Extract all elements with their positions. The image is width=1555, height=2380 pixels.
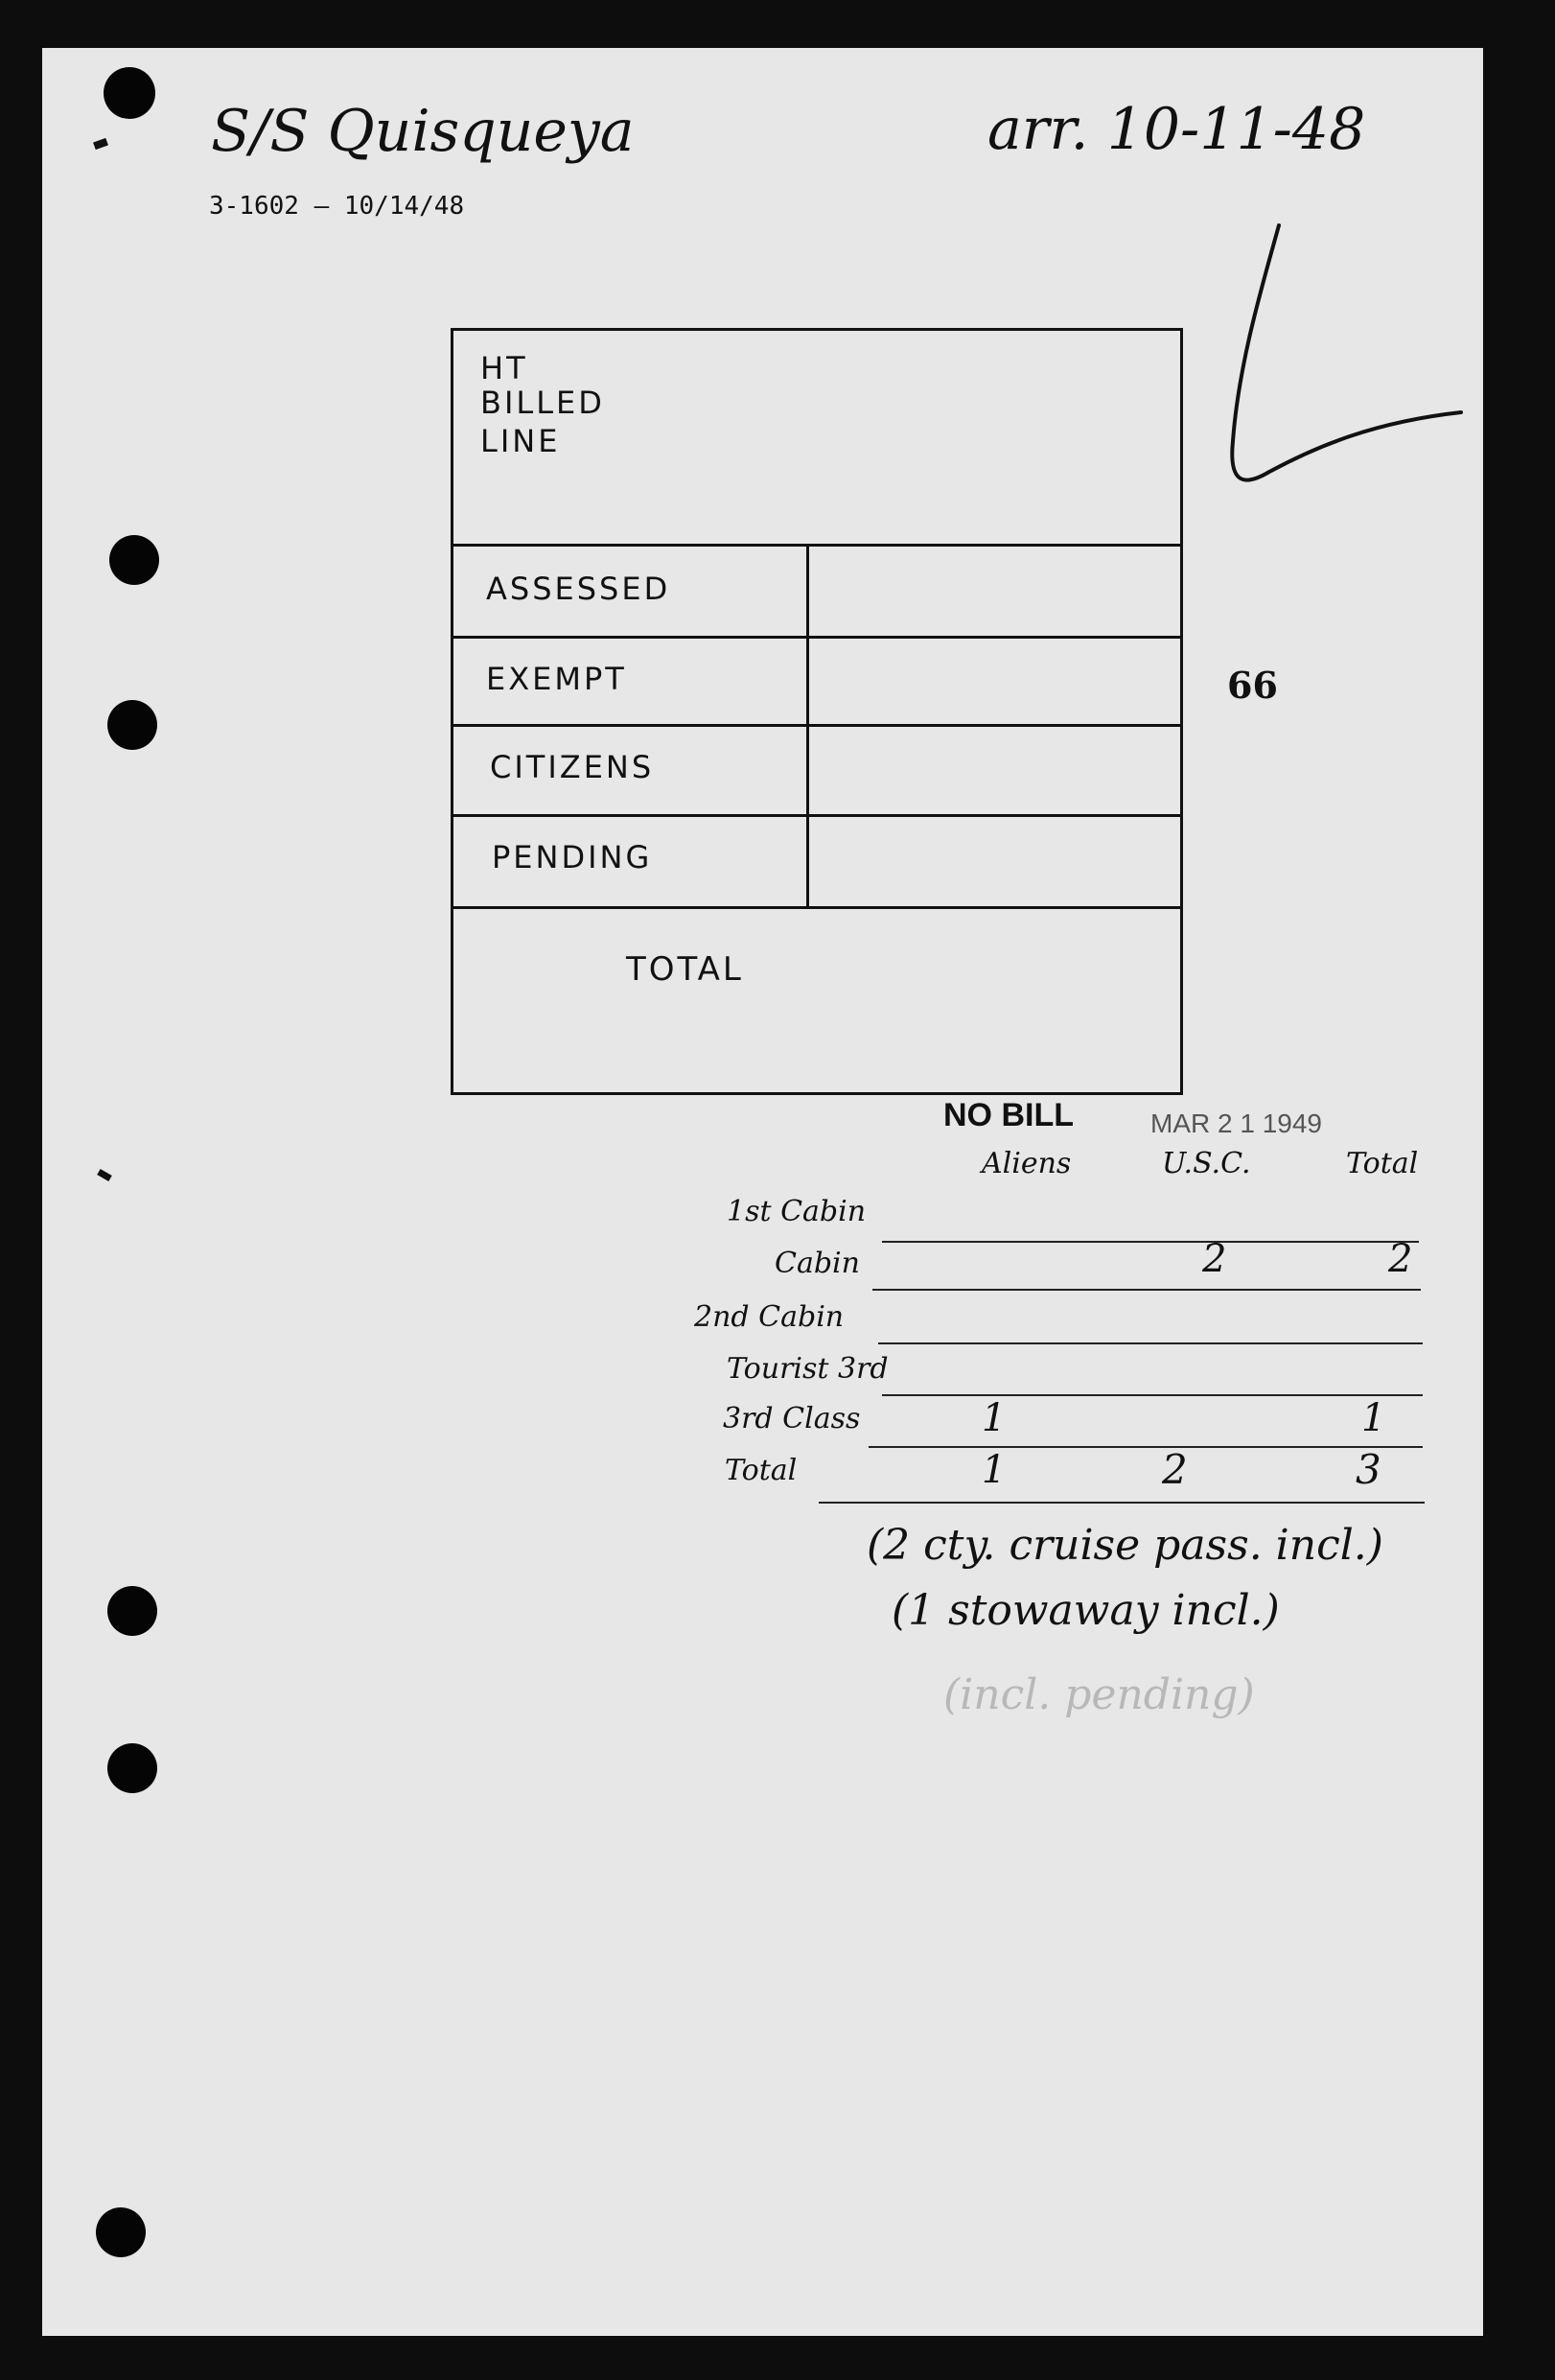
stray-mark xyxy=(93,138,108,150)
form-header-ht: HT xyxy=(480,350,528,386)
form-divider xyxy=(453,814,1180,817)
punch-hole xyxy=(107,700,157,750)
form-row-label: EXEMPT xyxy=(486,661,627,697)
cell-total-usc: 2 xyxy=(1162,1446,1188,1493)
form-header-line: LINE xyxy=(480,423,561,459)
stray-mark xyxy=(97,1169,112,1181)
punch-hole xyxy=(109,535,159,585)
cell-cabin-usc: 2 xyxy=(1202,1237,1227,1281)
form-row-label: CITIZENS xyxy=(490,749,655,785)
check-mark-icon xyxy=(1212,221,1499,547)
document-page xyxy=(42,48,1483,2336)
punch-hole xyxy=(96,2207,146,2257)
row-rule xyxy=(872,1289,1421,1291)
row-rule xyxy=(869,1446,1423,1448)
note-stowaway: (1 stowaway incl.) xyxy=(892,1586,1280,1635)
row-label-tourist-3rd: Tourist 3rd xyxy=(727,1352,889,1386)
form-row-label: ASSESSED xyxy=(486,571,671,607)
note-cruise-passengers: (2 cty. cruise pass. incl.) xyxy=(867,1521,1383,1570)
form-column-divider xyxy=(806,544,809,906)
row-label-cabin: Cabin xyxy=(775,1247,860,1280)
form-row-label: PENDING xyxy=(492,839,653,875)
column-header-usc: U.S.C. xyxy=(1162,1147,1251,1180)
cell-3rd-class-total: 1 xyxy=(1361,1396,1386,1440)
row-label-total: Total xyxy=(725,1454,798,1487)
punch-hole xyxy=(107,1743,157,1793)
row-rule xyxy=(882,1394,1423,1396)
form-divider xyxy=(453,636,1180,639)
row-label-3rd-class: 3rd Class xyxy=(723,1402,861,1435)
punch-hole xyxy=(107,1586,157,1636)
column-header-total: Total xyxy=(1346,1147,1419,1180)
row-rule xyxy=(882,1241,1419,1243)
form-total-label: TOTAL xyxy=(626,950,744,989)
file-reference: 3-1602 — 10/14/48 xyxy=(209,192,465,221)
punch-hole xyxy=(104,67,155,119)
row-rule xyxy=(878,1342,1423,1344)
row-label-2nd-cabin: 2nd Cabin xyxy=(694,1300,845,1334)
note-faint: (incl. pending) xyxy=(943,1670,1255,1719)
ship-name: S/S Quisqueya xyxy=(211,98,635,165)
column-header-aliens: Aliens xyxy=(982,1147,1072,1180)
form-divider xyxy=(453,544,1180,547)
cell-cabin-total: 2 xyxy=(1388,1237,1413,1281)
cell-total-total: 3 xyxy=(1356,1446,1381,1493)
form-divider xyxy=(453,906,1180,909)
date-stamp: MAR 2 1 1949 xyxy=(1150,1108,1322,1138)
tax-form-grid xyxy=(451,328,1183,1095)
form-divider xyxy=(453,724,1180,727)
arrival-date: arr. 10-11-48 xyxy=(987,96,1366,163)
row-rule xyxy=(819,1502,1425,1504)
cell-total-aliens: 1 xyxy=(982,1448,1007,1492)
form-header-billed: BILLED xyxy=(480,385,605,421)
no-bill-stamp: NO BILL xyxy=(943,1097,1074,1133)
page-number: 66 xyxy=(1227,664,1278,707)
row-label-1st-cabin: 1st Cabin xyxy=(727,1195,867,1228)
cell-3rd-class-aliens: 1 xyxy=(982,1396,1007,1440)
